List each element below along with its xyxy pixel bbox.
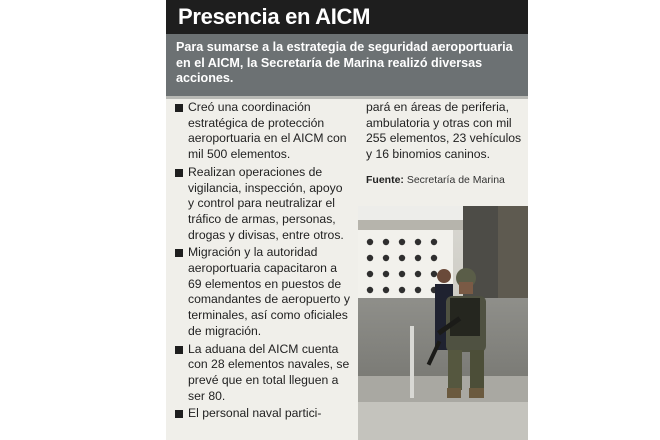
source-text: Secretaría de Marina	[406, 173, 505, 186]
bullet-item	[174, 165, 350, 244]
bullet-text: Realizan operaciones de vigilancia, inspección, apoyo y control para neutralizar el tráfico de armas, personas, drogas y divisas, entre otros.	[188, 164, 344, 242]
infographic-card	[166, 0, 528, 440]
marine-guard-photo	[358, 206, 528, 440]
bullet-item	[174, 100, 350, 163]
intro-box	[166, 34, 528, 96]
intro-text: Para sumarse a la estrategia de seguridad aeroportuaria en el AICM, la Secretaría de Marina realizó diversas acciones.	[176, 40, 513, 85]
right-column	[366, 100, 522, 186]
square-bullet-icon	[175, 104, 183, 112]
bullet-text: La aduana del AICM cuenta con 28 elementos navales, se prevé que en total lleguen a ser 80.	[188, 341, 350, 403]
bullet-item	[174, 342, 350, 405]
source-label: Fuente:	[366, 173, 404, 186]
square-bullet-icon	[175, 169, 183, 177]
title-bar	[166, 0, 528, 34]
square-bullet-icon	[175, 410, 183, 418]
square-bullet-icon	[175, 346, 183, 354]
continuation-text: pará en áreas de periferia, ambulatoria y otras con mil 255 elementos, 23 vehículos y 16 binomios caninos.	[366, 100, 522, 162]
infographic-title: Presencia en AICM	[178, 4, 371, 29]
bullet-item	[174, 406, 350, 422]
bullet-text: Migración y la autoridad aeroportuaria capacitaron a 69 elementos en puestos de comandantes de aeropuerto y terminales, así como oficiales de migración.	[188, 245, 350, 338]
bullet-item	[174, 245, 350, 339]
photo-illustration	[358, 206, 528, 440]
bullet-text: El personal naval partici-	[188, 406, 322, 421]
bullet-list	[174, 100, 350, 424]
bullet-text: Creó una coordinación estratégica de protección aeroportuaria en el AICM con mil 500 elementos.	[188, 100, 347, 162]
source-line	[366, 174, 522, 186]
divider	[166, 96, 528, 99]
square-bullet-icon	[175, 249, 183, 257]
